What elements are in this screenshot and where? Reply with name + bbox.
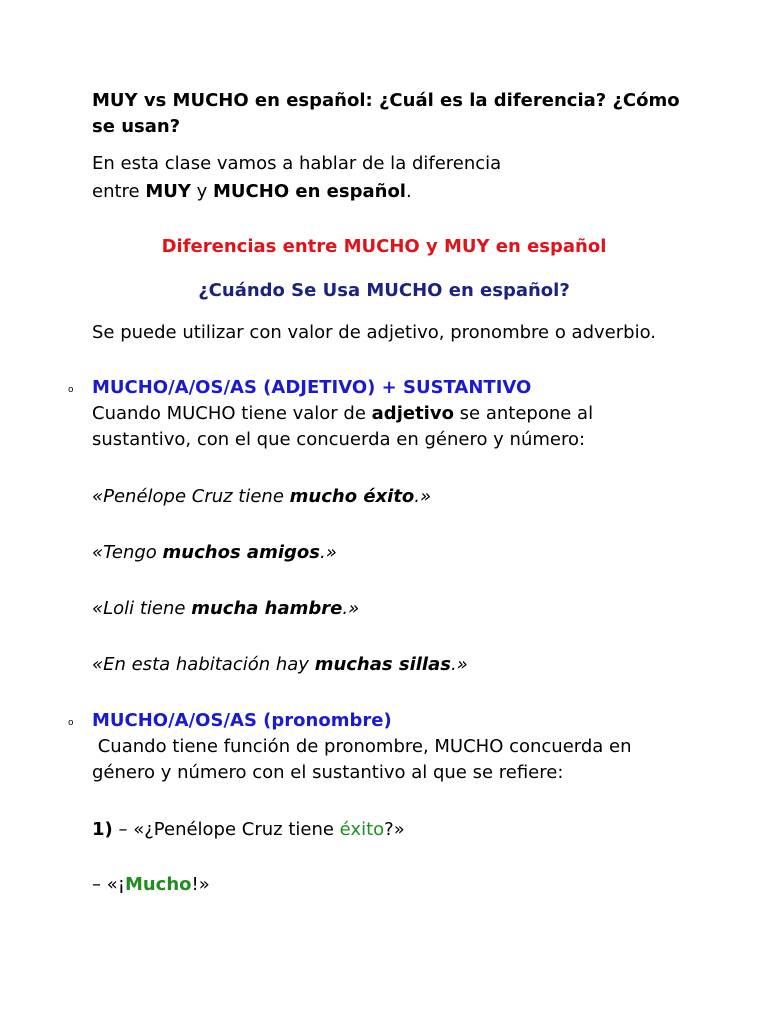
section-1-body-post: se antepone al — [453, 403, 594, 424]
intro-end: . — [405, 181, 412, 202]
section-2-body-line-1: Cuando tiene función de pronombre, MUCHO concuerda en — [92, 736, 632, 757]
dialog-1-post: ?» — [384, 819, 405, 840]
example-3-bold: mucha hambre — [191, 598, 343, 619]
intro-muy: MUY — [145, 181, 191, 202]
section-2-body-line-2: género y número con el sustantivo al que se refiere: — [92, 762, 564, 783]
dialog-2-pre: – «¡ — [92, 874, 125, 895]
document-title-line-1: MUY vs MUCHO en español: ¿Cuál es la diferencia? ¿Cómo — [92, 90, 680, 111]
intro-mucho: MUCHO en español — [213, 181, 406, 202]
intro-line-1: En esta clase vamos a hablar de la diferencia — [92, 153, 502, 174]
section-1-body-line-1 — [92, 401, 593, 427]
intro-prefix: entre — [92, 181, 146, 202]
dialog-number: 1) — [92, 819, 113, 840]
example-2-post: .» — [319, 542, 337, 563]
example-1-bold: mucho éxito — [289, 486, 415, 507]
example-4-bold: muchas sillas — [314, 654, 451, 675]
heading-differences: Diferencias entre MUCHO y MUY en español — [161, 236, 607, 257]
example-2 — [92, 540, 337, 566]
section-1-body-bold: adjetivo — [371, 403, 454, 424]
dialog-line-1 — [92, 817, 405, 843]
usage-text: Se puede utilizar con valor de adjetivo, pronombre o adverbio. — [92, 322, 656, 343]
dialog-line-2 — [92, 872, 210, 898]
example-4-post: .» — [450, 654, 468, 675]
example-1 — [92, 484, 431, 510]
heading-when-mucho: ¿Cuándo Se Usa MUCHO en español? — [198, 280, 570, 301]
document-title-line-2: se usan? — [92, 116, 181, 137]
bullet-1: o — [68, 385, 74, 395]
intro-line-2 — [92, 179, 412, 205]
example-1-post: .» — [414, 486, 432, 507]
dialog-1-pre: – «¿Penélope Cruz tiene — [112, 819, 340, 840]
section-1-body-pre: Cuando MUCHO tiene valor de — [92, 403, 372, 424]
example-2-pre: «Tengo — [92, 542, 163, 563]
section-1-body-line-2: sustantivo, con el que concuerda en género y número: — [92, 429, 586, 450]
bullet-2: o — [68, 718, 74, 728]
section-2-heading: MUCHO/A/OS/AS (pronombre) — [92, 710, 392, 731]
example-3-pre: «Loli tiene — [92, 598, 192, 619]
example-3 — [92, 596, 359, 622]
section-1-heading: MUCHO/A/OS/AS (ADJETIVO) + SUSTANTIVO — [92, 377, 532, 398]
dialog-1-green-word: éxito — [339, 819, 385, 840]
example-1-pre: «Penélope Cruz tiene — [92, 486, 290, 507]
example-4-pre: «En esta habitación hay — [92, 654, 315, 675]
dialog-2-green-word: Mucho — [124, 874, 192, 895]
example-4 — [92, 652, 468, 678]
intro-y: y — [190, 181, 214, 202]
dialog-2-post: !» — [191, 874, 210, 895]
example-3-post: .» — [342, 598, 360, 619]
example-2-bold: muchos amigos — [162, 542, 320, 563]
